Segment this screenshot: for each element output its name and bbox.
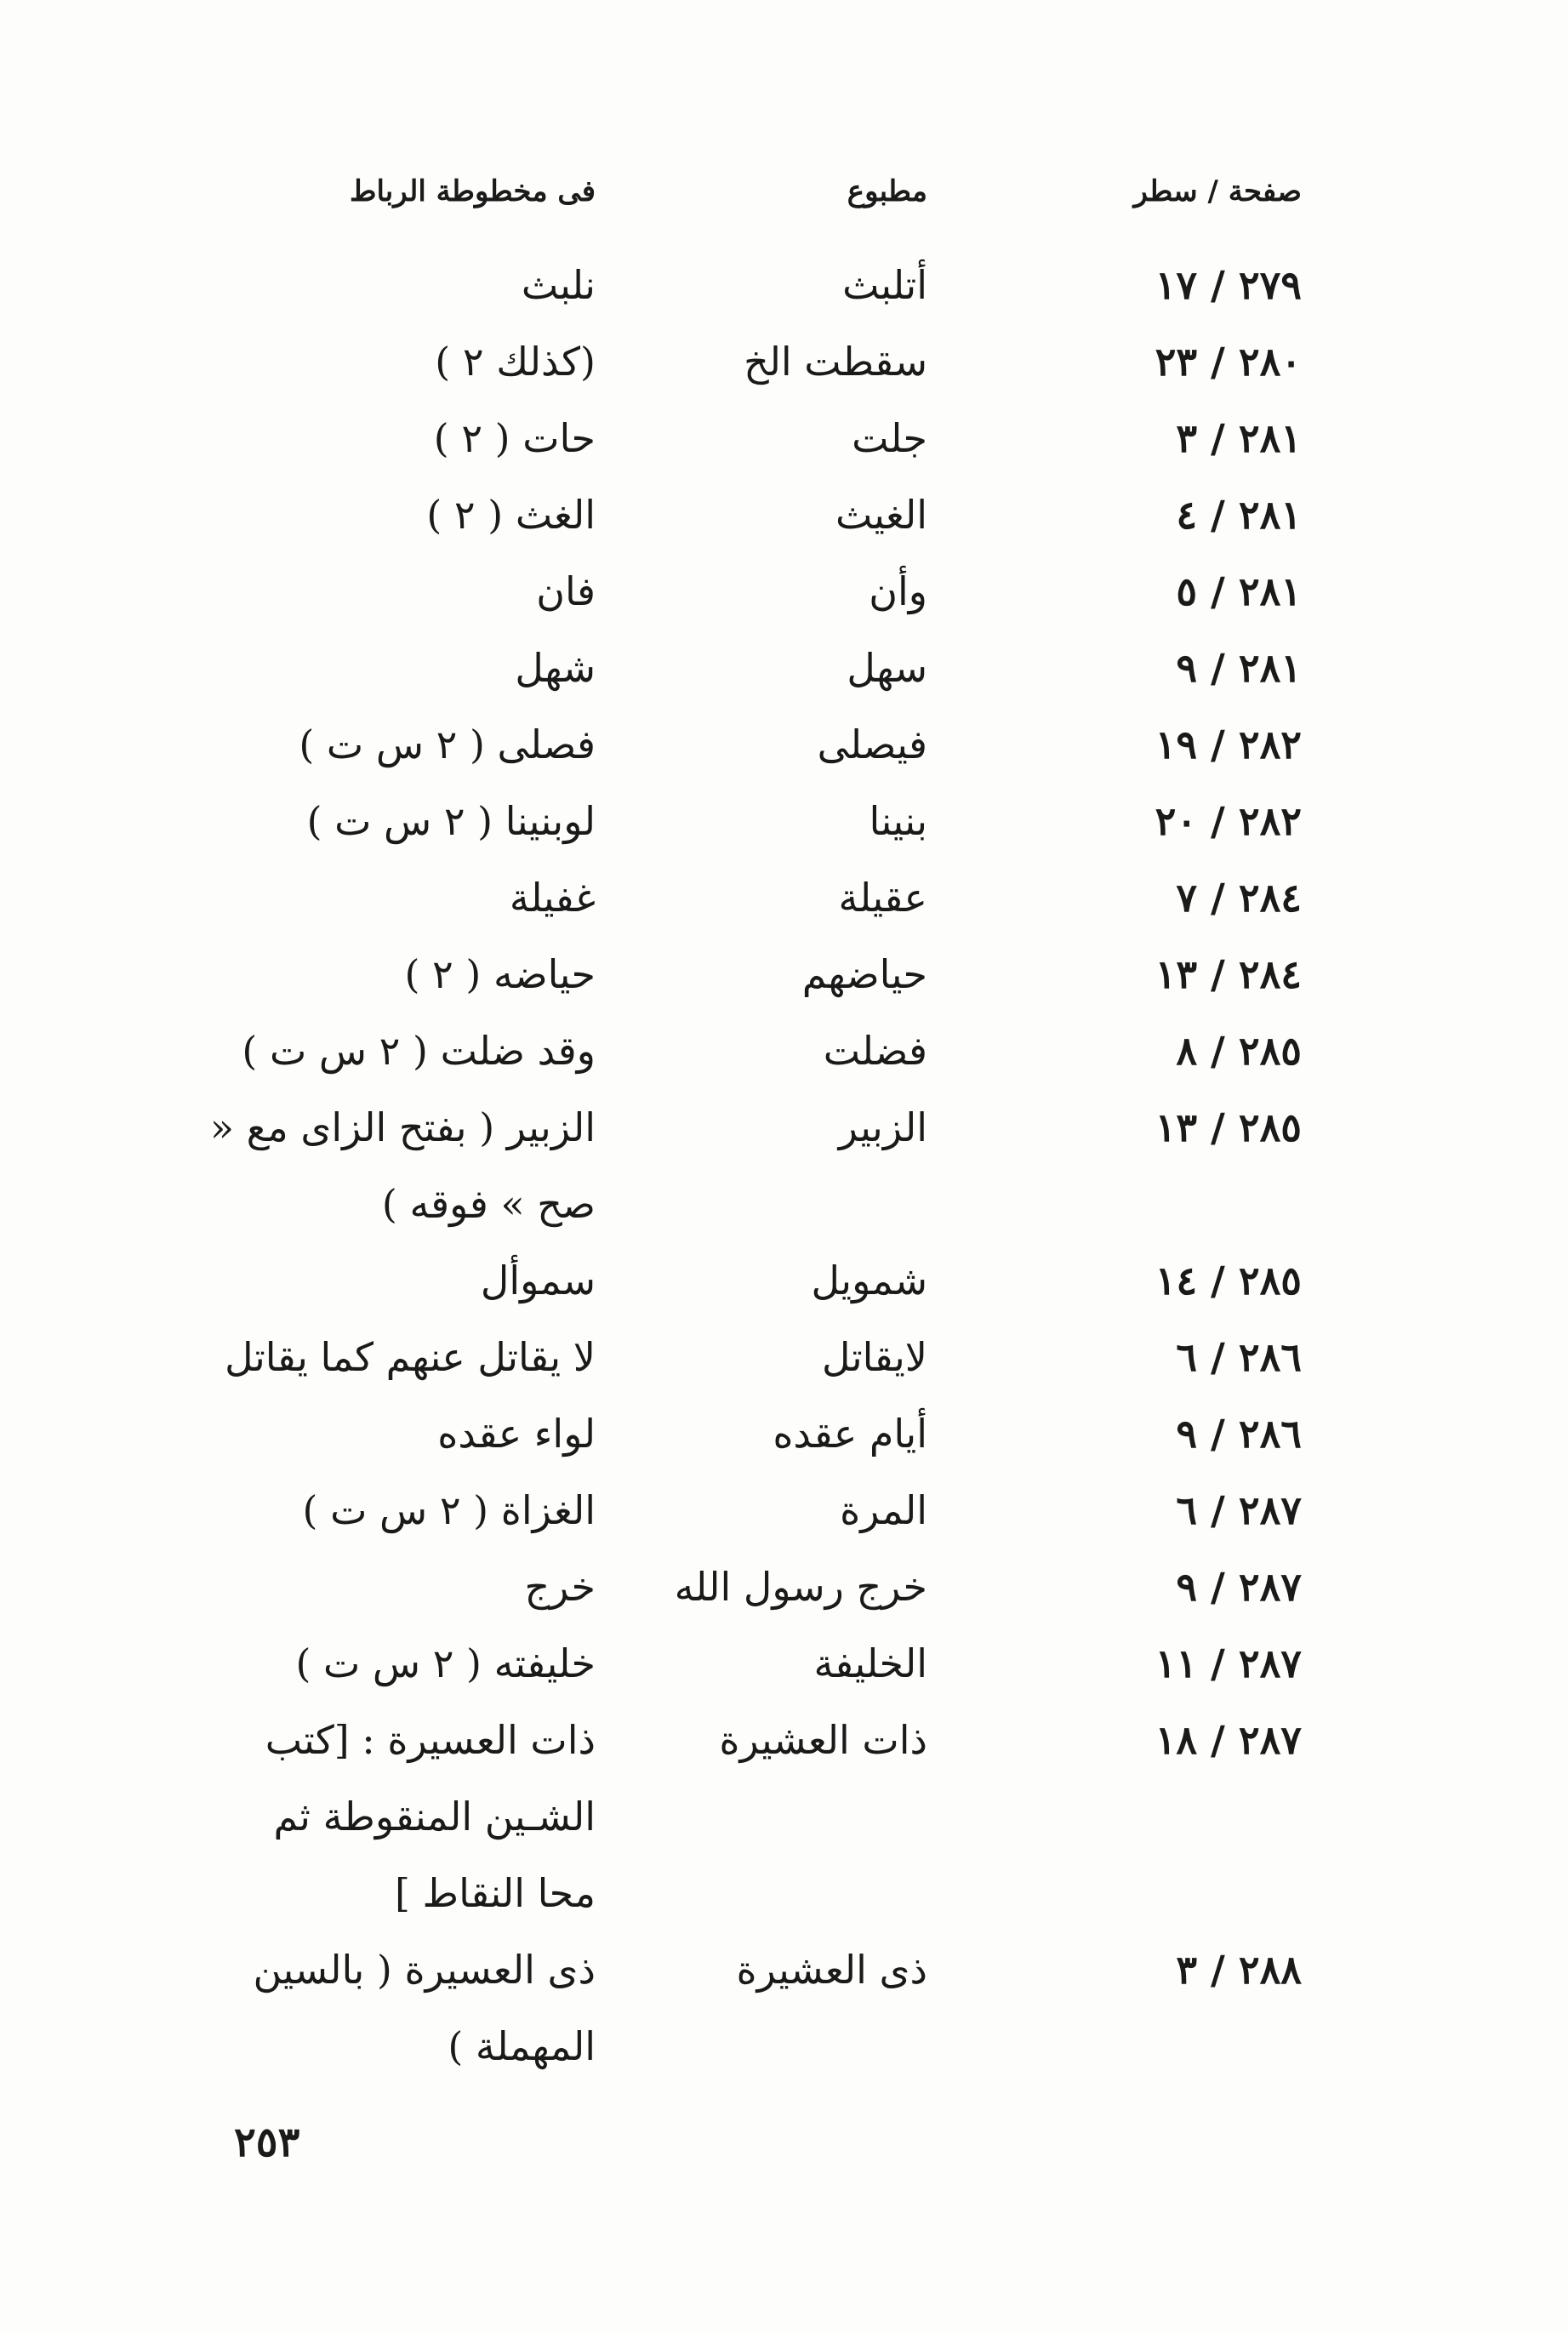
row-manuscript: فصلى ( ٢ س ت ) xyxy=(299,722,596,767)
row-printed: سهل xyxy=(847,645,927,691)
row-manuscript: ذى العسيرة ( بالسين المهملة ) xyxy=(253,1947,596,2069)
row-ref: ٢٨٤ / ٧ xyxy=(1176,875,1302,921)
row-ref: ٢٨٠ / ٢٣ xyxy=(1155,339,1302,385)
row-ref: ٢٨٧ / ٩ xyxy=(1176,1564,1302,1610)
row-ref: ٢٨٨ / ٣ xyxy=(1176,1947,1302,1993)
row-ref: ٢٨٥ / ٨ xyxy=(1176,1028,1302,1074)
row-ref: ٢٨٢ / ٢٠ xyxy=(1155,798,1302,844)
row-manuscript: الغزاة ( ٢ س ت ) xyxy=(302,1487,596,1533)
row-ref: ٢٨١ / ٤ xyxy=(1176,492,1302,538)
row-printed: شمويل xyxy=(811,1258,927,1303)
row-manuscript: سموأل xyxy=(480,1258,596,1303)
row-printed: المرة xyxy=(840,1487,927,1533)
table-row xyxy=(204,553,1319,630)
table-row xyxy=(204,859,1319,936)
row-manuscript: حات ( ٢ ) xyxy=(433,415,596,461)
row-printed: الزبير xyxy=(838,1104,927,1150)
row-printed: فيصلى xyxy=(817,722,927,767)
row-printed: الخليفة xyxy=(813,1640,927,1686)
row-ref: ٢٧٩ / ١٧ xyxy=(1155,262,1302,308)
row-printed: بنينا xyxy=(869,798,927,844)
row-manuscript: شهل xyxy=(515,645,596,691)
row-manuscript: الزبير ( بفتح الزاى مع « صح » فوقه ) xyxy=(209,1104,596,1227)
row-printed: أيام عقده xyxy=(773,1411,927,1457)
row-ref: ٢٨٤ / ١٣ xyxy=(1155,951,1302,997)
table-row xyxy=(204,630,1319,706)
table-row xyxy=(204,1395,1319,1472)
row-printed: الغيث xyxy=(835,492,927,538)
row-manuscript: حياضه ( ٢ ) xyxy=(404,951,596,997)
table-row xyxy=(204,1549,1319,1625)
table-row xyxy=(204,247,1319,323)
row-manuscript: خرج xyxy=(524,1564,596,1610)
table-row xyxy=(204,400,1319,476)
table-row xyxy=(204,1931,1319,2085)
row-ref: ٢٨٧ / ١٨ xyxy=(1155,1717,1302,1763)
row-ref: ٢٨١ / ٩ xyxy=(1176,645,1302,691)
row-ref: ٢٨٥ / ١٤ xyxy=(1155,1258,1302,1303)
row-manuscript: لا يقاتل عنهم كما يقاتل xyxy=(225,1334,596,1380)
table-row xyxy=(204,936,1319,1012)
page-number: ٢٥٣ xyxy=(234,2119,300,2166)
row-printed: لايقاتل xyxy=(822,1334,927,1380)
row-printed: سقطت الخ xyxy=(744,339,927,385)
row-manuscript: وقد ضلت ( ٢ س ت ) xyxy=(242,1028,596,1074)
row-ref: ٢٨٦ / ٩ xyxy=(1176,1411,1302,1457)
row-printed: عقيلة xyxy=(838,875,927,921)
row-ref: ٢٨٥ / ١٣ xyxy=(1155,1104,1302,1150)
row-manuscript: لوبنينا ( ٢ س ت ) xyxy=(306,798,596,844)
row-printed: خرج رسول الله xyxy=(674,1564,927,1610)
row-manuscript: لواء عقده xyxy=(437,1411,596,1457)
row-printed: وأن xyxy=(869,568,927,614)
row-ref: ٢٨١ / ٥ xyxy=(1176,568,1302,614)
row-ref: ٢٨٦ / ٦ xyxy=(1176,1334,1302,1380)
row-ref: ٢٨١ / ٣ xyxy=(1176,415,1302,461)
row-ref: ٢٨٧ / ٦ xyxy=(1176,1487,1302,1533)
table-row xyxy=(204,1012,1319,1089)
row-printed: ذى العشيرة xyxy=(736,1947,927,1993)
row-manuscript: خليفته ( ٢ س ت ) xyxy=(295,1640,596,1686)
row-manuscript: (كذلك ٢ ) xyxy=(435,339,596,385)
header-printed: مطبوع xyxy=(847,174,927,208)
errata-table xyxy=(204,162,1319,2085)
table-row xyxy=(204,323,1319,400)
header-page-line: صفحة / سطر xyxy=(1133,174,1302,208)
table-row xyxy=(204,783,1319,859)
row-ref: ٢٨٧ / ١١ xyxy=(1155,1640,1302,1686)
row-ref: ٢٨٢ / ١٩ xyxy=(1155,722,1302,767)
row-printed: ذات العشيرة xyxy=(719,1717,927,1763)
row-manuscript: ذات العسيرة : [كتب الشـين المنقوطة ثم محا النقاط ] xyxy=(265,1717,596,1916)
row-printed: حياضهم xyxy=(801,951,927,997)
table-row xyxy=(204,1472,1319,1549)
table-header-row xyxy=(204,162,1319,247)
table-row xyxy=(204,1089,1319,1242)
row-manuscript: الغث ( ٢ ) xyxy=(426,492,596,538)
row-printed: جلت xyxy=(852,415,927,461)
table-row xyxy=(204,1319,1319,1395)
row-manuscript: فان xyxy=(536,568,596,614)
row-printed: فضلت xyxy=(823,1028,927,1074)
row-printed: أتلبث xyxy=(842,262,927,308)
row-manuscript: غفيلة xyxy=(509,875,596,921)
table-row xyxy=(204,1625,1319,1702)
row-manuscript: نلبث xyxy=(521,262,596,308)
header-manuscript: فى مخطوطة الرباط xyxy=(350,174,596,208)
table-row xyxy=(204,1242,1319,1319)
table-row xyxy=(204,706,1319,783)
table-row xyxy=(204,1702,1319,1931)
table-row xyxy=(204,476,1319,553)
